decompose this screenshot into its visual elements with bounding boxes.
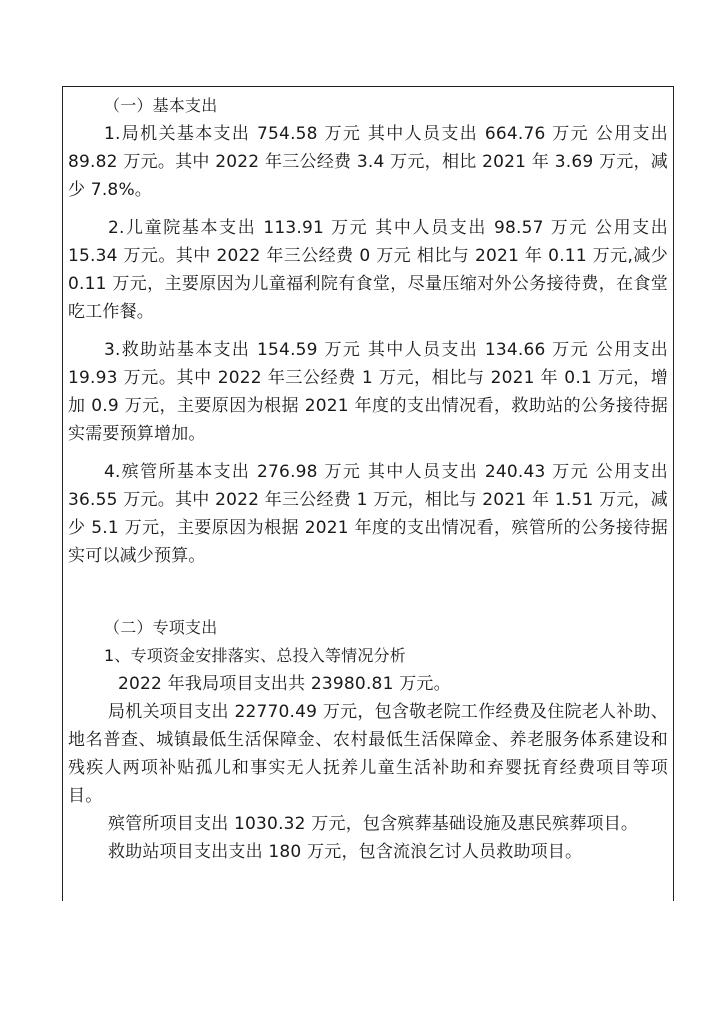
paragraph-childrens-home: 2.儿童院基本支出 113.91 万元 其中人员支出 98.57 万元 公用支出 15.34 万元。其中 2022 年三公经费 0 万元 相比与 2021 年 0.11 万元,减少 0.11 万元，主要原因为儿童福利院有食堂，尽量压缩对外公务接待费，在食堂吃工作餐。: [68, 218, 668, 322]
paragraph-rescue-station: 3.救助站基本支出 154.59 万元 其中人员支出 134.66 万元 公用支出 19.93 万元。其中 2022 年三公经费 1 万元，相比与 2021 年 0.1 万元，增加 0.9 万元，主要原因为根据 2021 年度的支出情况看，救助站的公务接待据实需要预算增加。: [68, 340, 668, 444]
paragraph-funeral-projects: 殡管所项目支出 1030.32 万元，包含殡葬基础设施及惠民殡葬项目。: [108, 814, 639, 834]
section-spacer: [68, 570, 668, 614]
subheading-analysis: 1、专项资金安排落实、总投入等情况分析: [104, 646, 406, 665]
paragraph-bureau: 1.局机关基本支出 754.58 万元 其中人员支出 664.76 万元 公用支出 89.82 万元。其中 2022 年三公经费 3.4 万元，相比 2021 年 3.69 万元，减少 7.8%。: [68, 124, 668, 200]
document-content: [68, 92, 668, 866]
paragraph-rescue-projects: 救助站项目支出支出 180 万元，包含流浪乞讨人员救助项目。: [108, 842, 583, 862]
paragraph-bureau-projects: 局机关项目支出 22770.49 万元，包含敬老院工作经费及住院老人补助、地名普查、城镇最低生活保障金、农村最低生活保障金、养老服务体系建设和残疾人两项补贴孤儿和事实无人抚养儿童生活补助和弃婴抚育经费项目等项目。: [68, 702, 668, 806]
section-heading-basic: （一）基本支出: [104, 96, 218, 115]
total-project-expenditure: 2022 年我局项目支出共 23980.81 万元。: [118, 674, 451, 694]
section-heading-special: （二）专项支出: [104, 618, 218, 637]
paragraph-funeral-office: 4.殡管所基本支出 276.98 万元 其中人员支出 240.43 万元 公用支出 36.55 万元。其中 2022 年三公经费 1 万元，相比与 2021 年 1.51 万元，减少 5.1 万元，主要原因为根据 2021 年度的支出情况看，殡管所的公务接待据实可以减少预算。: [68, 462, 668, 566]
